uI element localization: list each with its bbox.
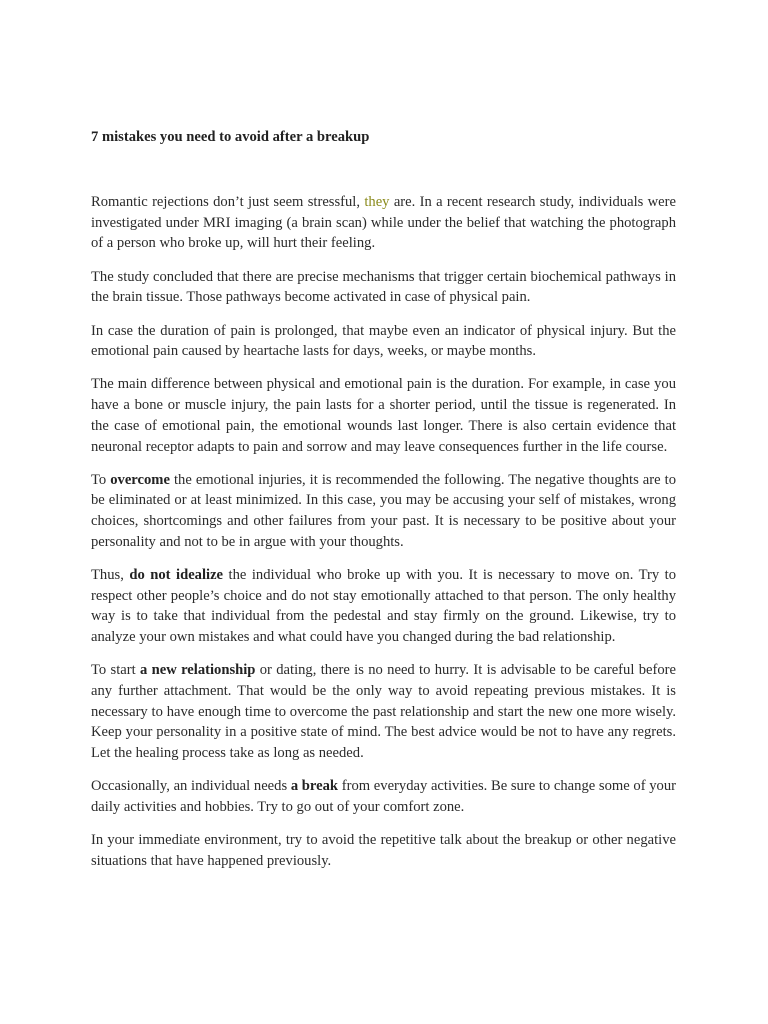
paragraph [91, 267, 676, 308]
text-run: are. In a recent research study, individuals were investigated under MRI imaging (a brain scan) while under the belief that watching the photograph of a person who broke up, will hurt their feeling. [91, 194, 676, 252]
bold-phrase: do not idealize [129, 567, 224, 584]
text-run: The main difference between physical and emotional pain is the duration. For example, in case you have a bone or muscle injury, the pain lasts for a shorter period, until the tissue is regenerated. In the case of emotional pain, the emotional wounds last longer. There is also certain evidence that neuronal receptor adapts to pain and sorrow and may leave consequences further in the life course. [91, 376, 676, 455]
text-run: In case the duration of pain is prolonged, that maybe even an indicator of physical injury. But the emotional pain caused by heartache lasts for days, weeks, or maybe months. [91, 322, 676, 360]
bold-phrase: a new relationship [139, 662, 256, 679]
paragraph [91, 470, 676, 553]
text-run: To start [91, 662, 140, 679]
document-title: 7 mistakes you need to avoid after a breakup [91, 129, 370, 145]
paragraph [91, 192, 676, 254]
document-body [91, 192, 676, 884]
highlighted-word: they [364, 194, 390, 210]
paragraph [91, 830, 676, 871]
text-run: The study concluded that there are precise mechanisms that trigger certain biochemical pathways in the brain tissue. Those pathways become activated in case of physical pain. [91, 268, 676, 306]
text-run: Occasionally, an individual needs [91, 778, 291, 795]
paragraph [91, 776, 676, 817]
bold-phrase: overcome [110, 471, 170, 488]
text-run: or dating, there is no need to hurry. It is advisable to be careful before any further attachment. That would be the only way to avoid repeating previous mistakes. It is necessary to have enough time to overcome the past relationship and start the new one more wisely. Keep your personality in a positive state of mind. The best advice would be not to have any regrets. Let the healing process take as long as needed. [91, 662, 676, 762]
bold-phrase: a break [290, 778, 339, 795]
paragraph [91, 660, 676, 764]
paragraph [91, 321, 676, 362]
paragraph [91, 374, 676, 457]
text-run: Romantic rejections don’t just seem stressful, [91, 194, 365, 210]
paragraph [91, 565, 676, 648]
text-run: from everyday activities. Be sure to change some of your daily activities and hobbies. Try to go out of your comfort zone. [91, 778, 677, 816]
text-run: the emotional injuries, it is recommended the following. The negative thoughts are to be eliminated or at least minimized. In this case, you may be accusing your self of mistakes, wrong choices, shortcomings and other failures from your past. It is necessary to be positive about your personality and not to be in argue with your thoughts. [91, 471, 676, 550]
text-run: the individual who broke up with you. It is necessary to move on. Try to respect other people’s choice and do not stay emotionally attached to that person. The only healthy way is to take that individual from the pedestal and stay firmly on the ground. Likewise, try to analyze your own mistakes and what could have you changed during the bad relationship. [91, 567, 677, 646]
text-run: Thus, [91, 567, 130, 584]
text-run: To [91, 471, 111, 488]
text-run: In your immediate environment, try to avoid the repetitive talk about the breakup or other negative situations that have happened previously. [91, 832, 676, 869]
